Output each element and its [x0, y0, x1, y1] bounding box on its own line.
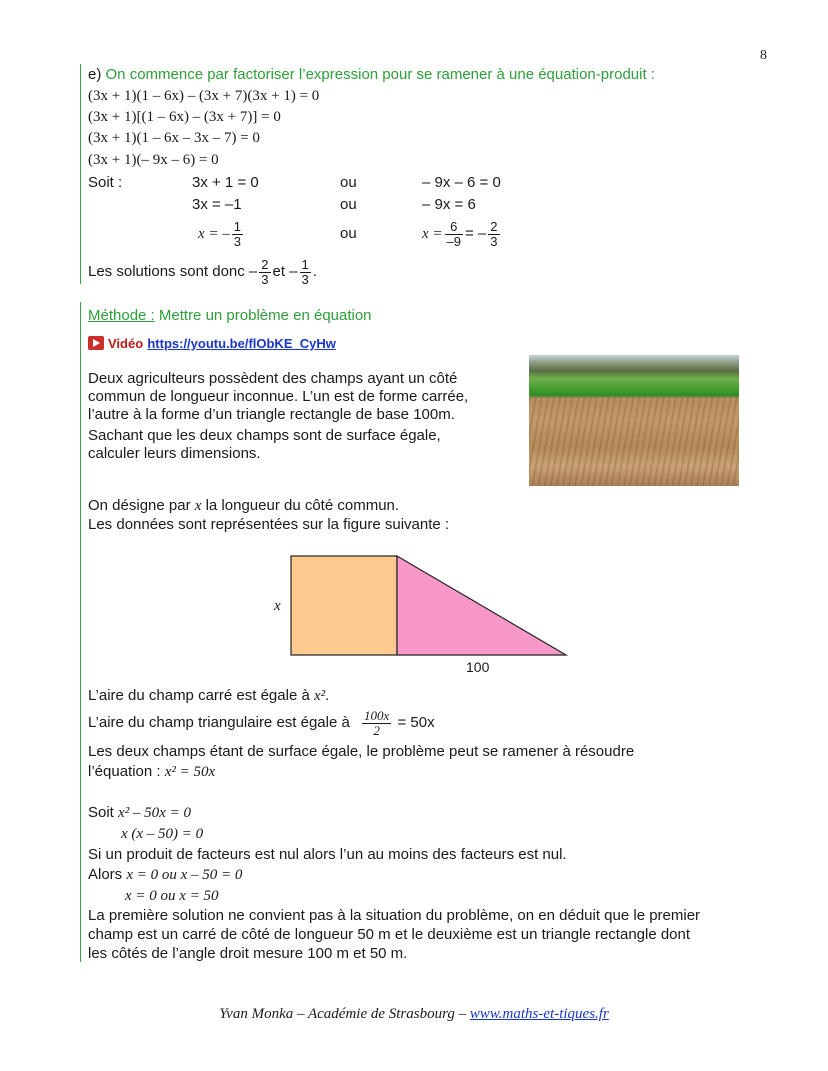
video-link[interactable]: https://youtu.be/flObKE_CyHw: [147, 336, 336, 351]
field-furrows: [529, 397, 739, 486]
result-line: x = 0 ou x = 50: [125, 888, 219, 904]
field-photo: [529, 355, 739, 486]
section-e-intro: [88, 66, 655, 84]
area-square: L’aire du champ carré est égale à x².: [88, 687, 330, 704]
area-triangle: L’aire du champ triangulaire est égale à $\frac{100x}{2}$ = 50x: [88, 707, 435, 738]
problem-line: l’autre à la forme d’un triangle rectangle de base 100m.: [88, 406, 455, 423]
fraction: $\frac{6}{-9}$: [446, 218, 461, 249]
ou-2: ou: [340, 196, 357, 213]
final-line: La première solution ne convient pas à la situation du problème, on en déduit que le premier: [88, 907, 701, 924]
left-eq-1: 3x + 1 = 0: [192, 174, 259, 191]
video-label: Vidéo: [108, 336, 144, 351]
triangle-field: [397, 556, 566, 655]
left-eq-2: 3x = –1: [192, 196, 242, 213]
page-number: 8: [760, 48, 767, 63]
base-label-100: 100: [466, 659, 490, 675]
equal-line: Les deux champs étant de surface égale, le problème peut se ramener à résoudre: [88, 743, 635, 760]
left-eq-3: x = – $\frac{1}{3}$: [198, 218, 242, 249]
soit-label: Soit :: [88, 174, 123, 191]
fraction: $\frac{1}{3}$: [233, 218, 242, 249]
fraction: $\frac{1}{3}$: [301, 256, 309, 287]
section-e-label: e): [88, 66, 102, 83]
step-3: (3x + 1)(1 – 6x – 3x – 7) = 0: [88, 130, 260, 146]
step-2: (3x + 1)[(1 – 6x) – (3x + 7)] = 0: [88, 109, 281, 125]
fraction: $\frac{2}{3}$: [490, 218, 498, 249]
fraction: $\frac{2}{3}$: [261, 256, 269, 287]
right-eq-2: – 9x = 6: [422, 196, 476, 213]
right-eq-3: x = $\frac{6}{-9}$ = – $\frac{2}{3}$: [422, 218, 498, 249]
step-1: (3x + 1)(1 – 6x) – (3x + 7)(3x + 1) = 0: [88, 88, 320, 104]
problem-line: Sachant que les deux champs sont de surface égale,: [88, 427, 441, 444]
right-eq-1: – 9x – 6 = 0: [422, 174, 501, 191]
problem-line: calculer leurs dimensions.: [88, 445, 261, 462]
rule-line: Si un produit de facteurs est nul alors l’un au moins des facteurs est nul.: [88, 846, 567, 863]
figure-square-triangle: [260, 545, 580, 680]
method-title: Mettre un problème en équation: [158, 307, 372, 324]
footer: [0, 1006, 828, 1023]
side-label-x: x: [274, 598, 281, 614]
video-row: [88, 335, 336, 353]
section-e-intro-text: On commence par factoriser l’expression pour se ramener à une équation-produit :: [105, 66, 655, 83]
alors-line: Alors x = 0 ou x – 50 = 0: [88, 866, 243, 883]
ou-3: ou: [340, 225, 357, 242]
footer-text: Yvan Monka – Académie de Strasbourg –: [219, 1006, 467, 1022]
problem-line: commun de longueur inconnue. L’un est de forme carrée,: [88, 388, 469, 405]
figure-intro: Les données sont représentées sur la figure suivante :: [88, 516, 450, 533]
equation-line: l’équation : x² = 50x: [88, 763, 216, 780]
solutions-conclusion: Les solutions sont donc – $\frac{2}{3}$ et – $\frac{1}{3}$ .: [88, 256, 317, 287]
step-4: (3x + 1)(– 9x – 6) = 0: [88, 152, 219, 168]
footer-link[interactable]: www.maths-et-tiques.fr: [469, 1006, 609, 1022]
ou-1: ou: [340, 174, 357, 191]
method-label: Méthode :: [88, 307, 155, 324]
designation-line: On désigne par x la longueur du côté commun.: [88, 497, 400, 514]
square-field: [291, 556, 397, 655]
fraction: $\frac{100x}{2}$: [364, 707, 390, 738]
problem-line: Deux agriculteurs possèdent des champs ayant un côté: [88, 370, 458, 387]
final-line: les côtés de l’angle droit mesure 100 m et 50 m.: [88, 945, 408, 962]
solve-step-2: x (x – 50) = 0: [121, 826, 204, 842]
final-line: champ est un carré de côté de longueur 50 m et le deuxième est un triangle rectangle dont: [88, 926, 691, 943]
method-margin-bar: [80, 302, 81, 962]
method-heading: [88, 307, 372, 325]
section-e-margin-bar: [80, 64, 81, 284]
video-play-icon[interactable]: [88, 336, 104, 350]
solve-step-1: Soit x² – 50x = 0: [88, 804, 191, 821]
